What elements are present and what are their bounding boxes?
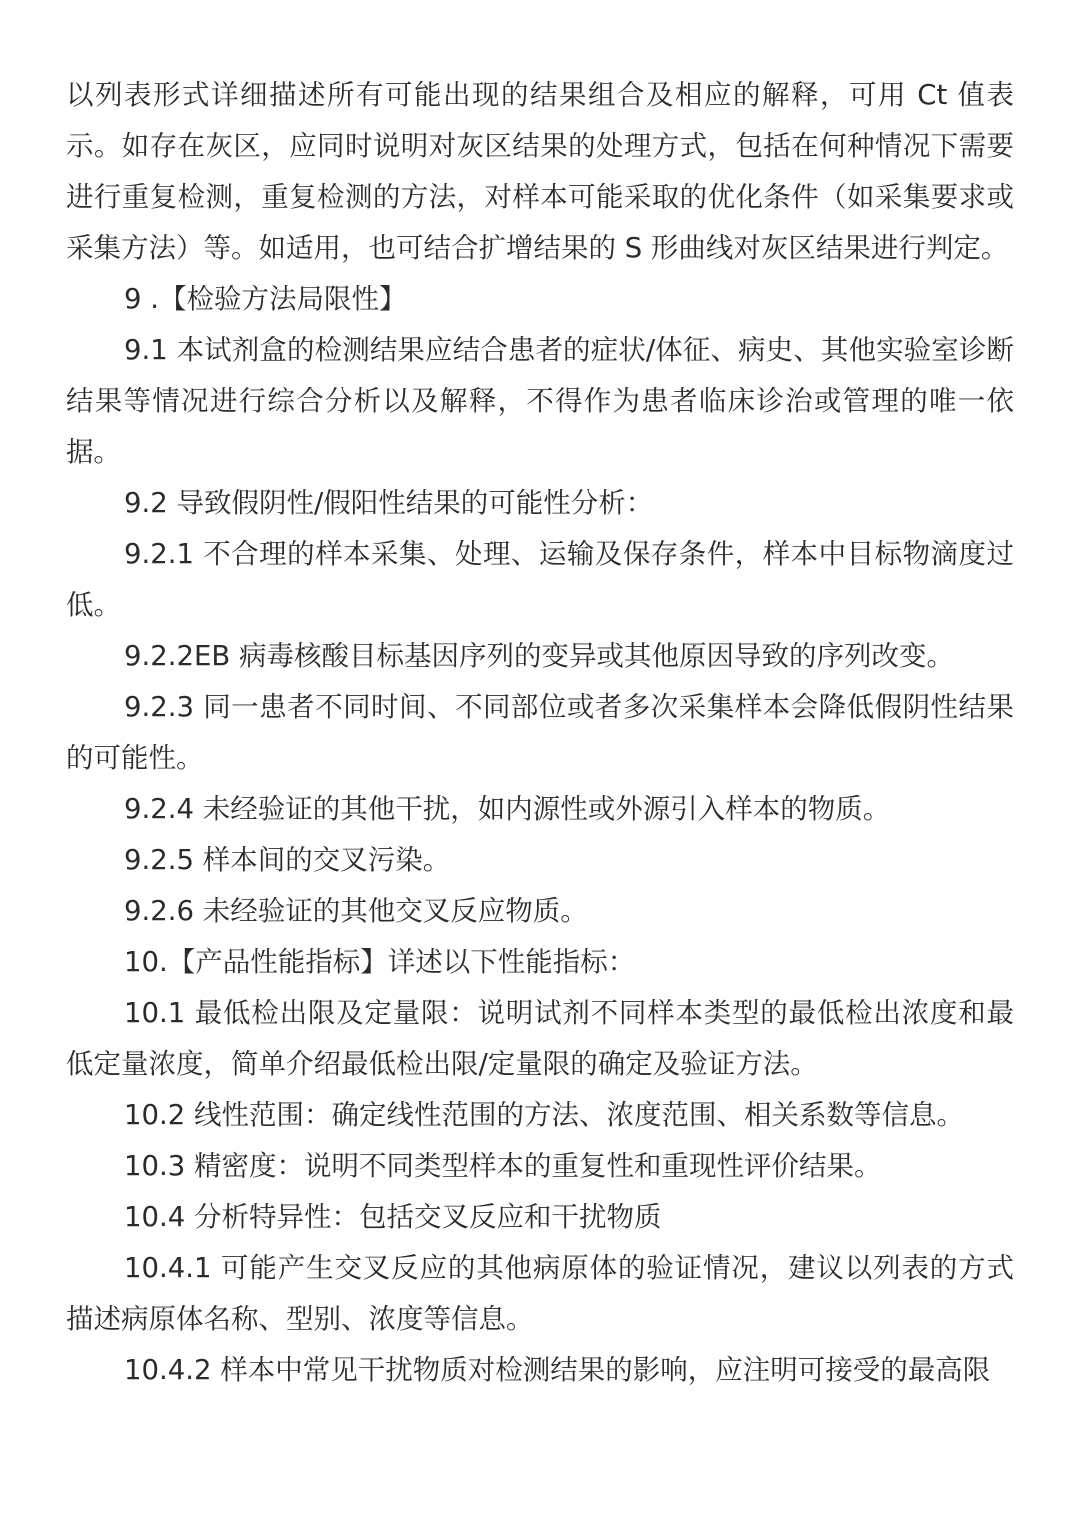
heading-method-limitations: 9 .【检验方法局限性】 — [124, 283, 407, 315]
heading-performance-indicators: 10.【产品性能指标】详述以下性能指标： — [124, 946, 636, 978]
paragraph-9-2-2: 9.2.2EB 病毒核酸目标基因序列的变异或其他原因导致的序列改变。 — [124, 640, 954, 672]
paragraph-9-2-6: 9.2.6 未经验证的其他交叉反应物质。 — [124, 895, 588, 927]
paragraph-10-3: 10.3 精密度：说明不同类型样本的重复性和重现性评价结果。 — [124, 1150, 882, 1182]
paragraph-result-interpretation: 以列表形式详细描述所有可能出现的结果组合及相应的解释，可用 Ct 值表示。如存在灰区，应同时说明对灰区结果的处理方式，包括在何种情况下需要进行重复检测，重复检测的方法，对样本可能采取的优化条件（如采集要求或采集方法）等。如适用，也可结合扩增结果的 S 形曲线对灰区结果进行判定。 — [66, 79, 1014, 264]
paragraph-10-4: 10.4 分析特异性：包括交叉反应和干扰物质 — [124, 1201, 662, 1233]
paragraph-10-4-1: 10.4.1 可能产生交叉反应的其他病原体的验证情况，建议以列表的方式描述病原体名称、型别、浓度等信息。 — [66, 1252, 1014, 1335]
paragraph-10-2: 10.2 线性范围：确定线性范围的方法、浓度范围、相关系数等信息。 — [124, 1099, 964, 1131]
paragraph-9-2-3: 9.2.3 同一患者不同时间、不同部位或者多次采集样本会降低假阴性结果的可能性。 — [66, 691, 1014, 774]
paragraph-10-1: 10.1 最低检出限及定量限：说明试剂不同样本类型的最低检出浓度和最低定量浓度，简单介绍最低检出限/定量限的确定及验证方法。 — [66, 997, 1014, 1080]
paragraph-10-4-2: 10.4.2 样本中常见干扰物质对检测结果的影响，应注明可接受的最高限 — [124, 1354, 991, 1386]
paragraph-9-2-4: 9.2.4 未经验证的其他干扰，如内源性或外源引入样本的物质。 — [124, 793, 891, 825]
paragraph-9-2-1: 9.2.1 不合理的样本采集、处理、运输及保存条件，样本中目标物滴度过低。 — [66, 538, 1014, 621]
paragraph-9-2: 9.2 导致假阴性/假阳性结果的可能性分析： — [124, 487, 654, 519]
paragraph-9-2-5: 9.2.5 样本间的交叉污染。 — [124, 844, 451, 876]
paragraph-9-1: 9.1 本试剂盒的检测结果应结合患者的症状/体征、病史、其他实验室诊断结果等情况进行综合分析以及解释，不得作为患者临床诊治或管理的唯一依据。 — [66, 334, 1014, 468]
